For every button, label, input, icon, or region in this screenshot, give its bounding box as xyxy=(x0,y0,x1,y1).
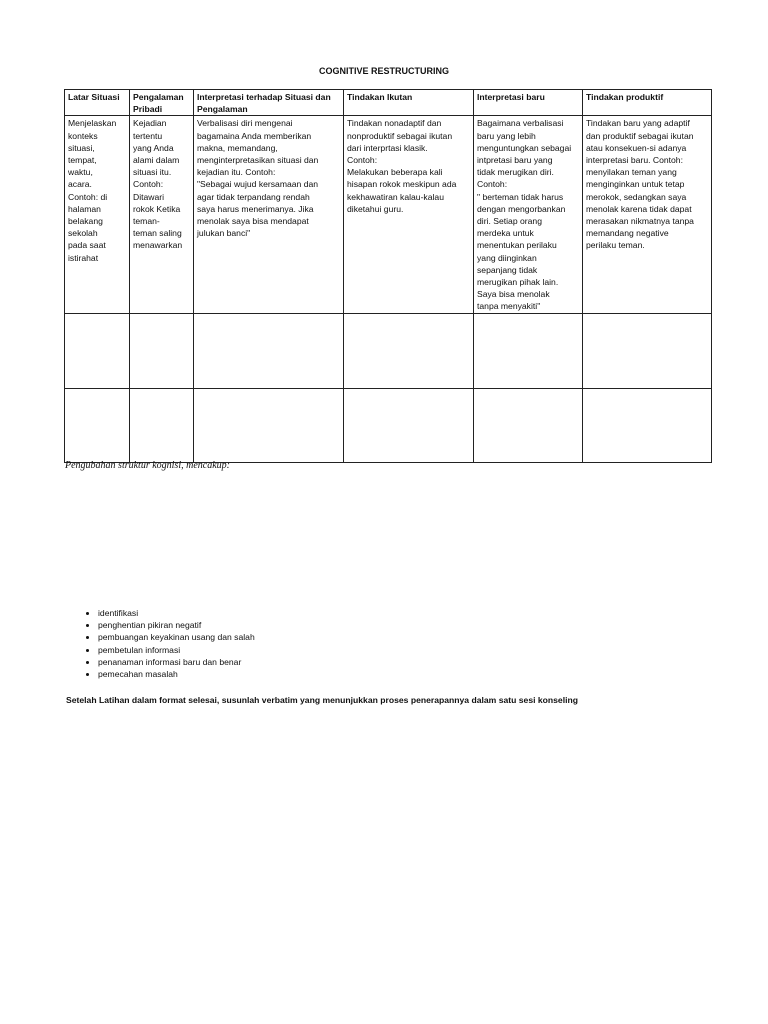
list-item: • pembuangan keyakinan usang dan salah xyxy=(98,631,255,643)
section-subtitle: Pengubahan struktur kognisi, mencakup: xyxy=(65,460,230,471)
table-cell: Tindakan nonadaptif dan nonproduktif sebagai ikutan dari interprtasi klasik. Contoh: Melakukan beberapa kali hisapan rokok meskipun ada kekhawatiran kalau-kalau diketahui guru. xyxy=(344,116,474,314)
list-item: • penghentian pikiran negatif xyxy=(98,619,255,631)
table-cell: Bagaimana verbalisasi baru yang lebih menguntungkan sebagai intpretasi baru yang tidak merugikan diri. Contoh: " berteman tidak harus dengan mengorbankan diri. Setiap orang merdeka untuk menentukan perilaku yang diinginkan sepanjang tidak merugikan pihak lain. Saya bisa menolak tanpa menyakiti" xyxy=(474,116,583,314)
table-cell-empty[interactable] xyxy=(194,314,344,389)
header-pengalaman-pribadi: Pengalaman Pribadi xyxy=(130,90,194,116)
table-cell: Menjelaskan konteks situasi, tempat, waktu, acara. Contoh: di halaman belakang sekolah pada saat istirahat xyxy=(65,116,130,314)
table-cell-empty[interactable] xyxy=(65,389,130,463)
document-title: COGNITIVE RESTRUCTURING xyxy=(318,66,449,76)
list-item: • pemecahan masalah xyxy=(98,668,255,680)
table-row xyxy=(65,389,712,463)
header-tindakan-ikutan: Tindakan Ikutan xyxy=(344,90,474,116)
table-cell-empty[interactable] xyxy=(194,389,344,463)
header-latar-situasi: Latar Situasi xyxy=(65,90,130,116)
table-cell-empty[interactable] xyxy=(474,389,583,463)
table-row xyxy=(65,116,712,314)
table-cell-empty[interactable] xyxy=(474,314,583,389)
list-item: • identifikasi xyxy=(98,607,255,619)
cognitive-points-list xyxy=(64,607,255,680)
table-cell-empty[interactable] xyxy=(130,389,194,463)
table-cell-empty[interactable] xyxy=(583,389,712,463)
table-cell: Verbalisasi diri mengenai bagamaina Anda memberikan makna, memandang, menginterpretasikan situasi dan kejadian itu. Contoh: "Sebagai wujud kersamaan dan agar tidak terpandang rendah saya harus menerimanya. Jika menolak saya bisa mendapat julukan banci" xyxy=(194,116,344,314)
header-tindakan-produktif: Tindakan produktif xyxy=(583,90,712,116)
header-interpretasi-baru: Interpretasi baru xyxy=(474,90,583,116)
table-header-row xyxy=(65,90,712,116)
table-cell: Tindakan baru yang adaptif dan produktif sebagai ikutan atau konsekuen-si adanya interpretasi baru. Contoh: menyilakan teman yang menginginkan untuk tetap merokok, sedangkan saya menolak karena tidak dapat merasakan nikmatnya tanpa memandang negative perilaku teman. xyxy=(583,116,712,314)
table-cell: Kejadian tertentu yang Anda alami dalam situasi itu. Contoh: Ditawari rokok Ketika teman- teman saling menawarkan xyxy=(130,116,194,314)
table-row xyxy=(65,314,712,389)
table-cell-empty[interactable] xyxy=(344,314,474,389)
list-item: • pembetulan informasi xyxy=(98,644,255,656)
table-cell-empty[interactable] xyxy=(344,389,474,463)
instruction-text: Setelah Latihan dalam format selesai, susunlah verbatim yang menunjukkan proses penerapannya dalam satu sesi konseling xyxy=(66,695,578,705)
list-item: • penanaman informasi baru dan benar xyxy=(98,656,255,668)
cognitive-restructuring-table xyxy=(64,89,712,463)
table-cell-empty[interactable] xyxy=(65,314,130,389)
table-cell-empty[interactable] xyxy=(583,314,712,389)
header-interpretasi: Interpretasi terhadap Situasi dan Pengalaman xyxy=(194,90,344,116)
table-cell-empty[interactable] xyxy=(130,314,194,389)
